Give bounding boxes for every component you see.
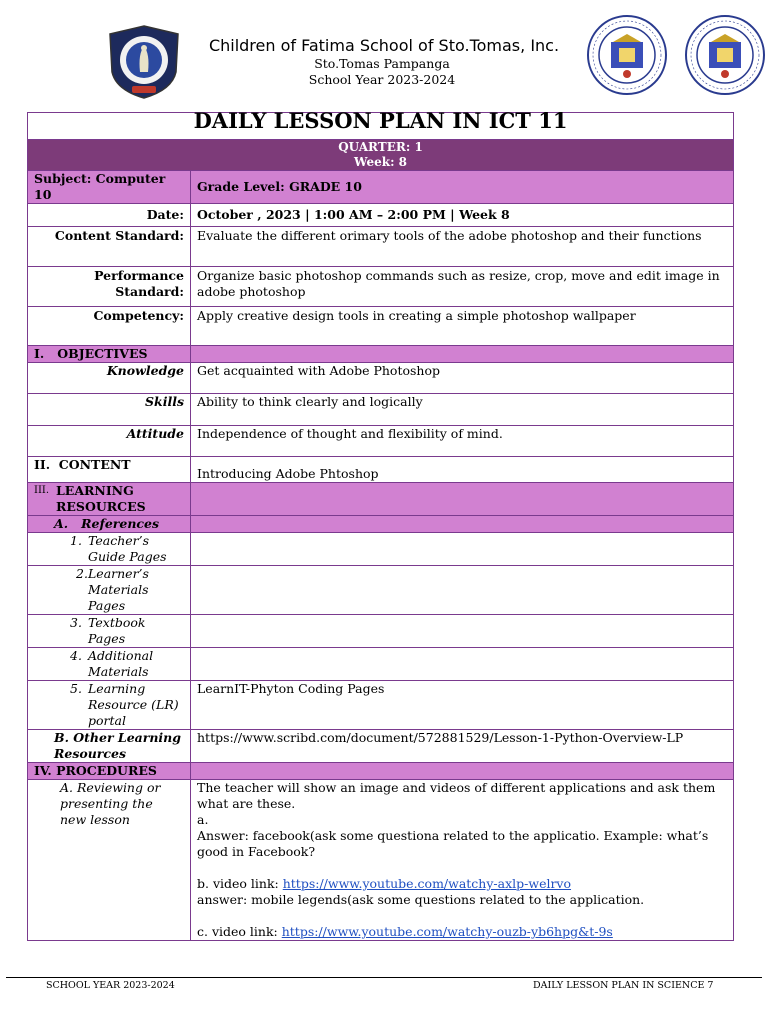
performance-standard-value: Organize basic photoshop commands such as resize, crop, move and edit image in adobe photoshop xyxy=(191,267,734,307)
lr-label: LEARNING RESOURCES xyxy=(56,483,146,514)
content-heading: II. CONTENT xyxy=(28,457,191,483)
other-resources-value: https://www.scribd.com/document/572881529/Lesson-1-Python-Overview-LP xyxy=(191,730,734,763)
deped-seal-icon xyxy=(684,14,766,96)
attitude-label: Attitude xyxy=(28,426,191,457)
knowledge-value: Get acquainted with Adobe Photoshop xyxy=(191,363,734,394)
week-label: Week: 8 xyxy=(353,155,408,169)
ref-item-learners-materials: 2. Learner’s Materials Pages xyxy=(28,566,191,615)
lr-number: III. xyxy=(34,485,50,496)
plan-title: DAILY LESSON PLAN IN ICT 11 xyxy=(28,113,734,140)
learning-resources-heading xyxy=(28,483,191,516)
content-value: Introducing Adobe Phtoshop xyxy=(191,457,734,483)
subject-cell: Subject: Computer 10 xyxy=(28,171,191,204)
lesson-plan-table xyxy=(27,108,734,941)
skills-label: Skills xyxy=(28,394,191,426)
deped-seal-icon xyxy=(586,14,668,96)
attitude-value: Independence of thought and flexibility of mind. xyxy=(191,426,734,457)
grade-level-cell: Grade Level: GRADE 10 xyxy=(191,171,734,204)
procedures-heading: IV. PROCEDURES xyxy=(28,763,191,780)
competency-value: Apply creative design tools in creating a simple photoshop wallpaper xyxy=(191,307,734,346)
school-address: Sto.Tomas Pampanga xyxy=(314,56,450,71)
quarter-week xyxy=(28,140,734,171)
footer-left: SCHOOL YEAR 2023-2024 xyxy=(46,980,175,991)
footer-divider xyxy=(6,977,762,978)
content-standard-value: Evaluate the different orimary tools of the adobe photoshop and their functions xyxy=(191,227,734,267)
review-content: The teacher will show an image and videos of different applications and ask them what are these. a. Answer: facebook(ask some questiona related to the applicatio. Example: what’s good in Facebook? b. video link: https://www.youtube.com/watchy-axlp-welrvo answer: mobile legends(ask some questions related to the application. c. video link: https://www.youtube.com/watchy-ouzb-yb6hpg&t-9s xyxy=(191,780,734,941)
references-heading: A. References xyxy=(28,516,191,533)
content-standard-label: Content Standard: xyxy=(28,227,191,267)
school-name: Children of Fatima School of Sto.Tomas, Inc. xyxy=(208,36,560,55)
competency-label: Competency: xyxy=(28,307,191,346)
lr-portal-value: LearnIT-Phyton Coding Pages xyxy=(191,681,734,730)
objectives-heading: I. OBJECTIVES xyxy=(28,346,191,363)
date-value: October , 2023 | 1:00 AM – 2:00 PM | Week 8 xyxy=(191,204,734,227)
ref-item-textbook: 3. Textbook Pages xyxy=(28,615,191,648)
other-resources-heading: B. Other Learning Resources xyxy=(28,730,191,763)
ref-item-additional-materials: 4. Additional Materials xyxy=(28,648,191,681)
video-link-b[interactable]: https://www.youtube.com/watchy-axlp-welrvo xyxy=(282,876,572,891)
video-link-c[interactable]: https://www.youtube.com/watchy-ouzb-yb6hpg&t-9s xyxy=(281,924,613,939)
ref-item-teachers-guide: 1. Teacher’s Guide Pages xyxy=(28,533,191,566)
school-year: School Year 2023-2024 xyxy=(308,72,456,87)
footer-right: DAILY LESSON PLAN IN SCIENCE 7 xyxy=(533,980,714,991)
review-heading: A. Reviewing or presenting the new lesson xyxy=(28,780,191,941)
knowledge-label: Knowledge xyxy=(28,363,191,394)
ref-item-lr-portal: 5. Learning Resource (LR) portal xyxy=(28,681,191,730)
skills-value: Ability to think clearly and logically xyxy=(191,394,734,426)
date-label: Date: xyxy=(28,204,191,227)
quarter-label: QUARTER: 1 xyxy=(338,140,423,154)
performance-standard-label: Performance Standard: xyxy=(28,267,191,307)
